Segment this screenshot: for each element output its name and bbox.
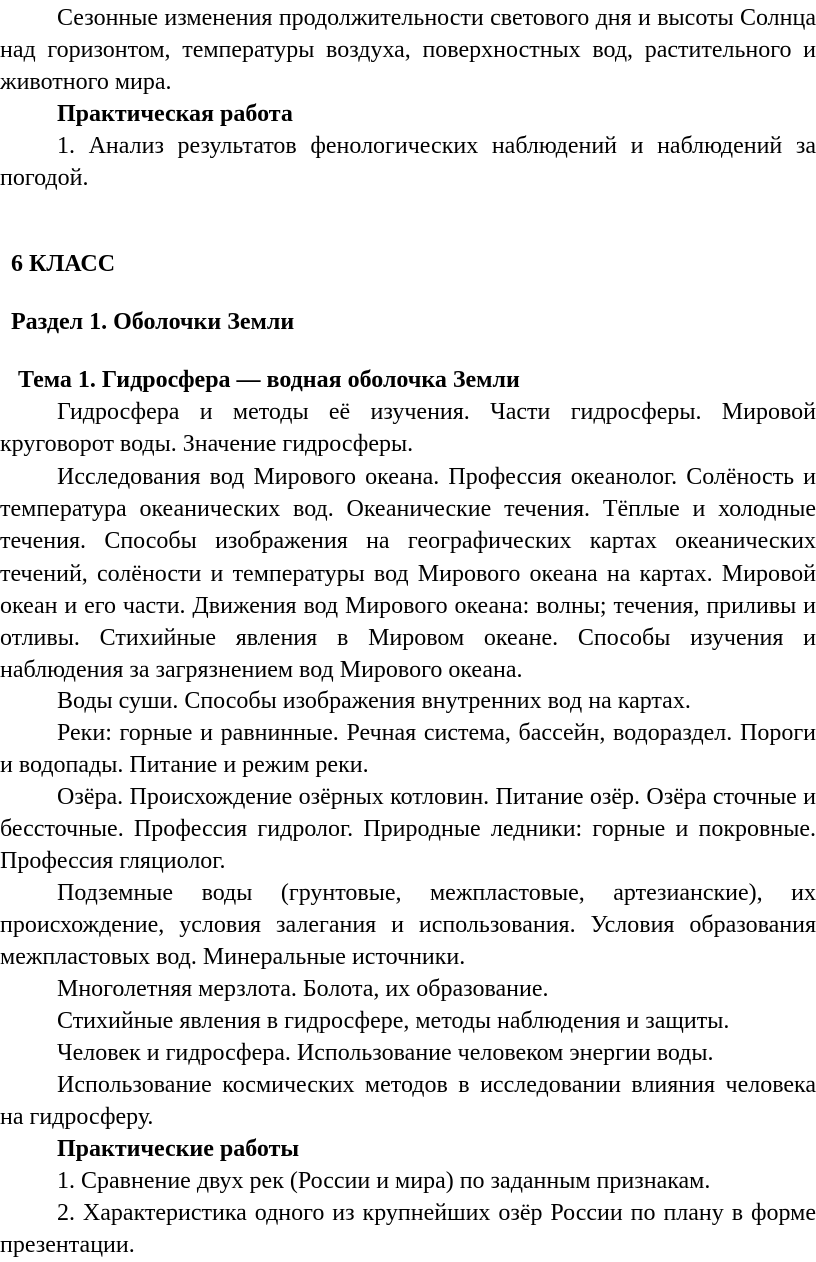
paragraph-space-methods: Использование космических методов в исследовании влияния человека на гидросферу.	[0, 1072, 816, 1131]
paragraph-seasonal-changes: Сезонные изменения продолжительности светового дня и высоты Солнца над горизонтом, температуры воздуха, поверхностных вод, растительного и животного мира.	[0, 5, 816, 96]
grade-heading: 6 КЛАСС	[11, 251, 116, 277]
paragraph-human-hydrosphere: Человек и гидросфера. Использование человеком энергии воды.	[57, 1040, 714, 1066]
paragraph-hydrosphere: Гидросфера и методы её изучения. Части гидросферы. Мировой круговорот воды. Значение гидросферы.	[0, 399, 816, 458]
practical-work-item-1: 1. Анализ результатов фенологических наблюдений и наблюдений за погодой.	[0, 133, 816, 192]
practical-works-heading: Практические работы	[57, 1136, 300, 1162]
paragraph-permafrost: Многолетняя мерзлота. Болота, их образование.	[57, 976, 549, 1002]
paragraph-rivers: Реки: горные и равнинные. Речная система, бассейн, водораздел. Пороги и водопады. Питание и режим реки.	[0, 720, 816, 779]
paragraph-land-waters: Воды суши. Способы изображения внутренних вод на картах.	[57, 688, 691, 714]
paragraph-lakes: Озёра. Происхождение озёрных котловин. Питание озёр. Озёра сточные и бессточные. Профессия гидролог. Природные ледники: горные и покровные. Профессия гляциолог.	[0, 784, 816, 875]
topic-heading: Тема 1. Гидросфера — водная оболочка Земли	[18, 367, 520, 393]
paragraph-ocean-research: Исследования вод Мирового океана. Профессия океанолог. Солёность и температура океанических вод. Океанические течения. Тёплые и холодные течения. Способы изображения на географических картах океанических течений, солёности и температуры вод Мирового океана на картах. Мировой океан и его части. Движения вод Мирового океана: волны; течения, приливы и отливы. Стихийные явления в Мировом океане. Способы изучения и наблюдения за загрязнением вод Мирового океана.	[0, 464, 816, 684]
practical-works-item-2: 2. Характеристика одного из крупнейших озёр России по плану в форме презентации.	[0, 1200, 816, 1259]
section-heading: Раздел 1. Оболочки Земли	[11, 309, 295, 335]
paragraph-natural-hazards: Стихийные явления в гидросфере, методы наблюдения и защиты.	[57, 1008, 730, 1034]
practical-work-heading: Практическая работа	[57, 101, 293, 127]
practical-works-item-1: 1. Сравнение двух рек (России и мира) по заданным признакам.	[57, 1168, 711, 1194]
paragraph-groundwater: Подземные воды (грунтовые, межпластовые, артезианские), их происхождение, условия залегания и использования. Условия образования межпластовых вод. Минеральные источники.	[0, 880, 816, 971]
